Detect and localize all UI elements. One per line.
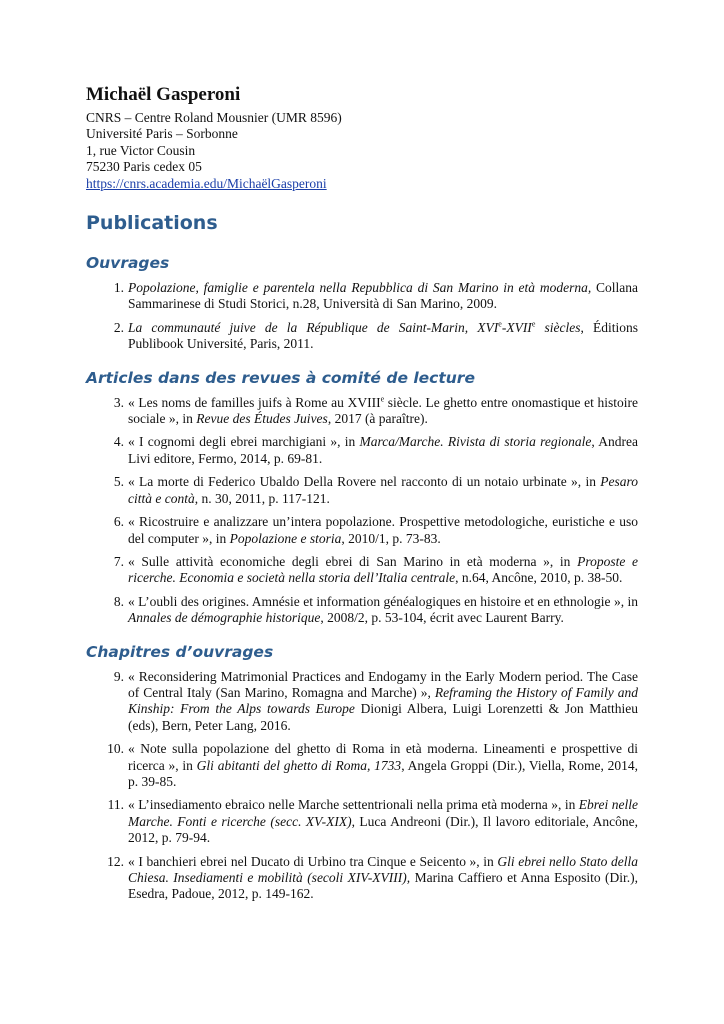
citation-text: « Reconsidering Matrimonial Practices and Endogamy in the Early Modern period. The Case of Central Italy (San Marino, Romagna and Marche) », [128, 668, 638, 700]
citation-text: , Éditions Publibook Université, Paris, 2011. [128, 319, 638, 352]
citation-text: « L’oubli des origines. Amnésie et information généalogiques en histoire et en ethnologie », in [128, 593, 638, 609]
section-heading: Ouvrages [86, 254, 170, 273]
section-heading: Chapitres d’ouvrages [86, 642, 274, 661]
publication-item [86, 474, 638, 507]
section-1 [86, 367, 638, 627]
publication-item [86, 797, 638, 846]
publication-item [86, 741, 638, 790]
italic-title: Gli ebrei nello Stato della Chiesa. Insediamenti e mobilità (secoli XIV-XVIII), [128, 853, 638, 885]
publication-item [86, 395, 638, 428]
italic-title: Gli abitanti del ghetto di Roma, 1733 [196, 757, 402, 773]
italic-title: siècles [535, 319, 581, 335]
citation-text: Marina Caffiero et Anna Esposito (Dir.), Esedra, Padoue, 2012, p. 149-162. [128, 870, 639, 902]
item-number: 12. [107, 853, 124, 869]
citation-text: « Note sulla popolazione del ghetto di Roma in età moderna. Lineamenti e prospettive di ricerca », in [128, 741, 638, 773]
item-number: 10. [107, 741, 124, 757]
publication-item [86, 854, 638, 903]
publication-item [86, 514, 638, 547]
item-number: 7. [113, 553, 124, 569]
author-affiliation-1: CNRS – Centre Roland Mousnier (UMR 8596) [86, 110, 342, 125]
item-number: 4. [113, 434, 124, 450]
italic-title: Popolazione e storia [229, 530, 342, 546]
italic-title: Marca/Marche. Rivista di storia regionale [359, 434, 592, 450]
citation-text: « Sulle attività economiche degli ebrei di San Marino in età moderna », in [128, 553, 578, 569]
italic-title: -XVII [501, 319, 532, 335]
citation-text: , n.64, Ancône, 2010, p. 38-50. [455, 570, 623, 586]
citation-text: , Luca Andreoni (Dir.), Il lavoro editoriale, Ancône, 2012, p. 79-94. [128, 813, 638, 846]
italic-title: La communauté juive de la République de Saint-Marin, XVI [128, 319, 499, 335]
publications-title: Publications [86, 212, 218, 235]
italic-title: Popolazione, famiglie e parentela nella Repubblica di San Marino in età moderna, [128, 280, 592, 296]
author-street: 1, rue Victor Cousin [86, 142, 196, 158]
citation-text: , Angela Groppi (Dir.), Viella, Rome, 2014, p. 39-85. [128, 757, 638, 789]
italic-title: Revue des Études Juives [196, 411, 328, 427]
publication-list [86, 669, 638, 903]
publication-item [86, 280, 638, 313]
italic-title: Annales de démographie historique [128, 610, 321, 626]
italic-title: Proposte e ricerche. Economia e società nella storia dell’Italia centrale [128, 553, 638, 586]
publication-item [86, 554, 638, 587]
citation-text: « I cognomi degli ebrei marchigiani », in [128, 434, 360, 450]
citation-text: « La morte di Federico Ubaldo Della Rovere nel racconto di un notaio urbinate », in [128, 474, 601, 490]
italic-title: Reframing the History of Family and Kinship: From the Alps towards Europe [128, 684, 638, 717]
citation-text: , 2017 (à paraître). [327, 411, 428, 427]
author-city: 75230 Paris cedex 05 [86, 159, 202, 175]
item-number: 5. [113, 474, 124, 490]
superscript: e [498, 319, 502, 329]
publication-item [86, 434, 638, 467]
publication-list [86, 280, 638, 353]
publication-item [86, 320, 638, 353]
citation-text: , 2008/2, p. 53-104, écrit avec Laurent Barry. [320, 610, 564, 626]
citation-text: « Les noms de familles juifs à Rome au XVIII [128, 394, 381, 410]
superscript: e [531, 319, 536, 329]
italic-title: Pesaro città e contà [128, 474, 638, 506]
publication-sections [86, 252, 638, 903]
section-2 [86, 641, 638, 903]
item-number: 8. [113, 593, 124, 609]
section-0 [86, 252, 638, 353]
item-number: 3. [113, 394, 124, 410]
item-number: 1. [113, 280, 124, 296]
item-number: 6. [113, 514, 124, 530]
italic-title: Ebrei nelle Marche. Fonti e ricerche (secc. XV-XIX) [128, 797, 638, 829]
section-heading: Articles dans des revues à comité de lecture [86, 368, 475, 387]
publication-list [86, 395, 638, 627]
item-number: 11. [107, 797, 124, 813]
academia-link[interactable]: https://cnrs.academia.edu/MichaëlGasperoni [86, 175, 327, 191]
author-name: Michaël Gasperoni [86, 84, 241, 105]
superscript: e [380, 394, 385, 404]
citation-text: , 2010/1, p. 73-83. [341, 530, 441, 546]
publication-item [86, 669, 638, 735]
author-block [86, 84, 638, 192]
citation-text: « L’insediamento ebraico nelle Marche settentrionali nella prima età moderna », in [128, 797, 579, 813]
citation-text: , n. 30, 2011, p. 117-121. [194, 490, 330, 506]
citation-text: Collana Sammarinese di Studi Storici, n.28, Università di San Marino, 2009. [128, 280, 638, 312]
citation-text: siècle. Le ghetto entre onomastique et histoire sociale », in [128, 394, 638, 427]
item-number: 9. [113, 668, 124, 684]
citation-text: « Ricostruire e analizzare un’intera popolazione. Prospettive metodologiche, euristiche e uso del computer », in [128, 514, 638, 546]
item-number: 2. [113, 319, 124, 335]
citation-text: Dionigi Albera, Luigi Lorenzetti & Jon Matthieu (eds), Bern, Peter Lang, 2016. [128, 701, 638, 733]
publication-item [86, 594, 638, 627]
author-affiliation-2: Université Paris – Sorbonne [86, 126, 238, 142]
citation-text: « I banchieri ebrei nel Ducato di Urbino tra Cinque e Seicento », in [128, 853, 498, 869]
citation-text: , Andrea Livi editore, Fermo, 2014, p. 69-81. [128, 434, 638, 466]
